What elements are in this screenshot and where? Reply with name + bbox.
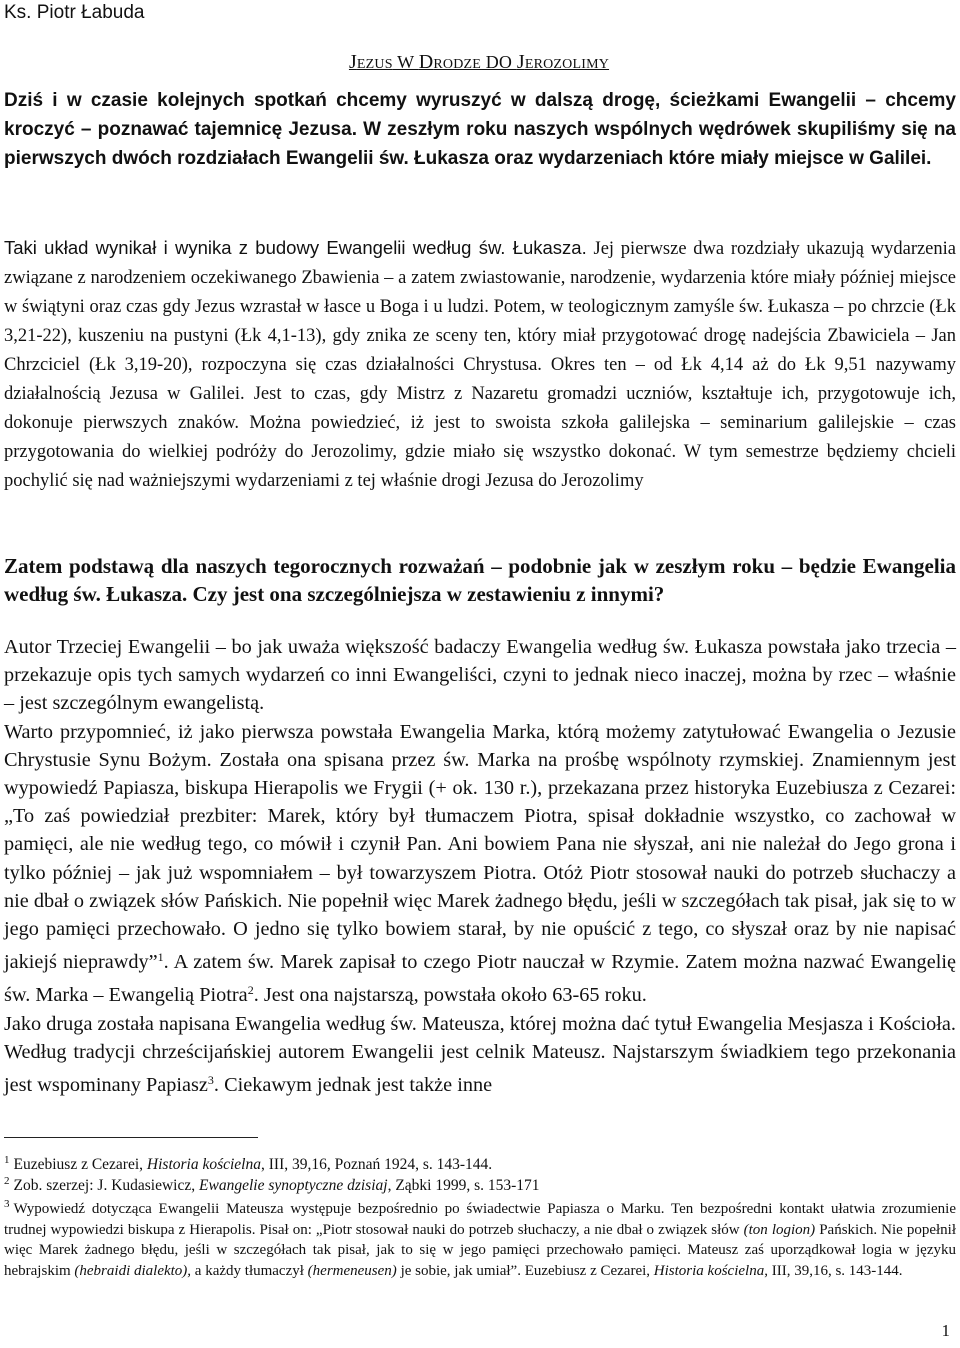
footnote-text: Pańskich. Nie popełnił więc Marek żadnego błędu, jeśli w szczegółach tak pisał, jak to się w jego pamięci przechowało pamięci. Mateusz zaś uporządkował logia w języku hebrajskim xyxy=(4,1221,956,1279)
title-word: RODZE xyxy=(433,57,482,72)
footnote-number: 1 xyxy=(4,1154,10,1166)
footnote-2 xyxy=(4,1171,956,1196)
question-paragraph: Zatem podstawą dla naszych tegorocznych rozważań – podobnie jak w zeszłym roku – będzie Ewangelia według św. Łukasza. Czy jest ona szczególniejsza w zestawieniu z innymi? xyxy=(4,554,956,606)
title-letter: D xyxy=(418,51,434,73)
footnote-text: , Ząbki 1999, s. 153-171 xyxy=(387,1177,540,1194)
footnote-text: Wypowiedź dotycząca Ewangelii Mateusza występuje bezpośrednio po świadectwie Papiasza o Marku. Ten bezpośredni kontakt ułatwia zrozumienie trudnej wypowiedzi biskupa z Hierapolis. Pisał on: „Piotr stosował nauki do potrzeb słuchaczy, a nie dbał o związek słów xyxy=(4,1201,956,1238)
title-word: DO xyxy=(481,52,517,72)
title-word: EZUS xyxy=(356,57,393,72)
author-name: Ks. Piotr Łabuda xyxy=(4,2,145,23)
footnote-number: 2 xyxy=(4,1175,10,1187)
footnote-ref-3[interactable]: 3 xyxy=(207,1073,214,1088)
document-title xyxy=(4,51,954,76)
paragraph-body: Jej pierwsze dwa rozdziały ukazują wydarzenia związane z narodzeniem oczekiwanego Zbawienia – a zatem zwiastowanie, narodzenie, wydarzenia które miały później miejsce w świątyni oraz czas gdy Jezus wzrastał w łasce u Boga i u ludzi. Potem, w teologicznym zamyśle św. Łukasza – po chrzcie (Łk 3,21-22), kuszeniu na pustyni (Łk 4,1-13), gdy znika ze sceny ten, który miał przygotować drogę nadejścia Zbawiciela – Jan Chrzciciel (Łk 3,19-20), rozpoczyna się czas działalności Chrystusa. Okres ten – od Łk 4,14 aż do Łk 9,51 nazywamy działalnością Jezusa w Galilei. Jest to czas, gdy Mistrz z Nazaretu gromadzi uczniów, kształtuje ich, przygotowuje ich, dokonuje pierwszych znaków. Można powiedzieć, iż jest to swoista szkoła galilejska – seminarium galilejskie – czas przygotowania do wielkiej podróży do Jerozolimy, gdzie miało się wszystko dokonać. W tym semestrze będziemy chcieli pochylić się nad ważniejszymi wydarzeniami z tej właśnie drogi Jezusa do Jerozolimy xyxy=(4,239,956,491)
footnote-italic: (hebraidi dialekto), xyxy=(74,1262,192,1279)
paragraph-third-gospel: Autor Trzeciej Ewangelii – bo jak uważa większość badaczy Ewangelia według św. Łukasza powstała jako trzecia – przekazuje opis tych samych wydarzeń co inni Ewangeliści, czyni to jednak nieco inaczej, można by rzec – właśnie – jest szczególnym ewangelistą. xyxy=(4,636,956,715)
main-text-block xyxy=(4,633,956,1099)
footnote-text: je sobie, jak umiał”. Euzebiusz z Cezarei, xyxy=(396,1262,654,1279)
paragraph-matthew xyxy=(4,1010,956,1100)
footnote-ref-1[interactable]: 1 xyxy=(157,950,164,965)
paragraph-text: Jako druga została napisana Ewangelia według św. Mateusza, której można dać tytuł Ewangelia Mesjasza i Kościoła. Według tradycji chrześcijańskiej autorem Ewangelii jest celnik Mateusz. Najstarszym świadkiem tego przekonania jest wspominany Papiasz xyxy=(4,1012,956,1097)
footnote-text: a każdy tłumaczył xyxy=(191,1262,308,1279)
page-number: 1 xyxy=(941,1321,950,1340)
paragraph-text: . A zatem św. Marek zapisał to czego Piotr nauczał w Rzymie. Zatem można nazwać Ewangelię św. Marka – Ewangelią Piotra xyxy=(4,951,956,1007)
footnote-book-title: Historia kościelna xyxy=(653,1262,765,1279)
footnote-3 xyxy=(4,1194,956,1281)
paragraph-text: . Ciekawym jednak jest także inne xyxy=(213,1074,493,1097)
footnote-text: Euzebiusz z Cezarei, xyxy=(13,1156,147,1173)
footnote-italic: (hermeneusen) xyxy=(307,1262,397,1279)
footnote-book-title: Historia kościelna xyxy=(146,1156,261,1173)
footnote-ref-2[interactable]: 2 xyxy=(247,983,254,998)
paragraph-lead-sentence: Taki układ wynikał i wynika z budowy Ewangelii według św. Łukasza. xyxy=(4,237,587,258)
intro-paragraph: Dziś i w czasie kolejnych spotkań chcemy wyruszyć w dalszą drogę, ścieżkami Ewangelii – chcemy kroczyć – poznawać tajemnicę Jezusa. W zeszłym roku naszych wspólnych wędrówek skupiliśmy się na pierwszych dwóch rozdziałach Ewangelii św. Łukasza oraz wydarzeniach które miały miejsce w Galilei. xyxy=(4,90,956,169)
title-letter: J xyxy=(348,51,357,73)
footnote-separator xyxy=(4,1137,258,1138)
title-word: EROZOLIMY xyxy=(524,57,610,72)
footnote-text: Zob. szerzej: J. Kudasiewicz, xyxy=(13,1177,200,1194)
footnote-text: , III, 39,16, s. 143-144. xyxy=(764,1262,903,1279)
title-letter: J xyxy=(516,51,525,73)
footnote-italic: (ton logion) xyxy=(743,1221,816,1238)
paragraph-structure xyxy=(4,233,956,496)
title-word: W xyxy=(392,52,419,72)
footnote-text: , III, 39,16, Poznań 1924, s. 143-144. xyxy=(261,1156,493,1173)
paragraph-mark xyxy=(4,718,956,1010)
paragraph-text: Warto przypomnieć, iż jako pierwsza powstała Ewangelia Marka, którą możemy zatytułować Ewangelia o Jezusie Chrystusie Synu Bożym. Została ona spisana przez św. Marka na prośbę wspólnoty rzymskiej. Znamiennym jest wypowiedź Papiasza, biskupa Hierapolis we Frygii (+ ok. 130 r.), przekazana przez historyka Euzebiusza z Cezarei: „To zaś powiedział prezbiter: Marek, który był tłumaczem Piotra, spisał dokładnie wszystko, co zachował w pamięci, ale nie według tego, co mówił i czynił Pan. Ani bowiem Pana nie słyszał, ani nie należał do Jego grona i tylko później – jak już wspomniałem – był towarzyszem Piotra. Otóż Piotr stosował nauki do potrzeb słuchaczy a nie dbał o związek słów Pańskich. Nie popełnił więc Marek żadnego błędu, jeśli w szczegółach tak pisał, jak się to w jego pamięci przechowało. O jedno się tylko bowiem starał, by nie opuścić z tego, co słyszał oraz by nie napisać jakiejś nieprawdy” xyxy=(4,720,956,974)
footnote-number: 3 xyxy=(4,1198,10,1210)
paragraph-text: . Jest ona najstarszą, powstała około 63-65 roku. xyxy=(253,984,647,1007)
footnote-book-title: Ewangelie synoptyczne dzisiaj xyxy=(199,1177,388,1194)
